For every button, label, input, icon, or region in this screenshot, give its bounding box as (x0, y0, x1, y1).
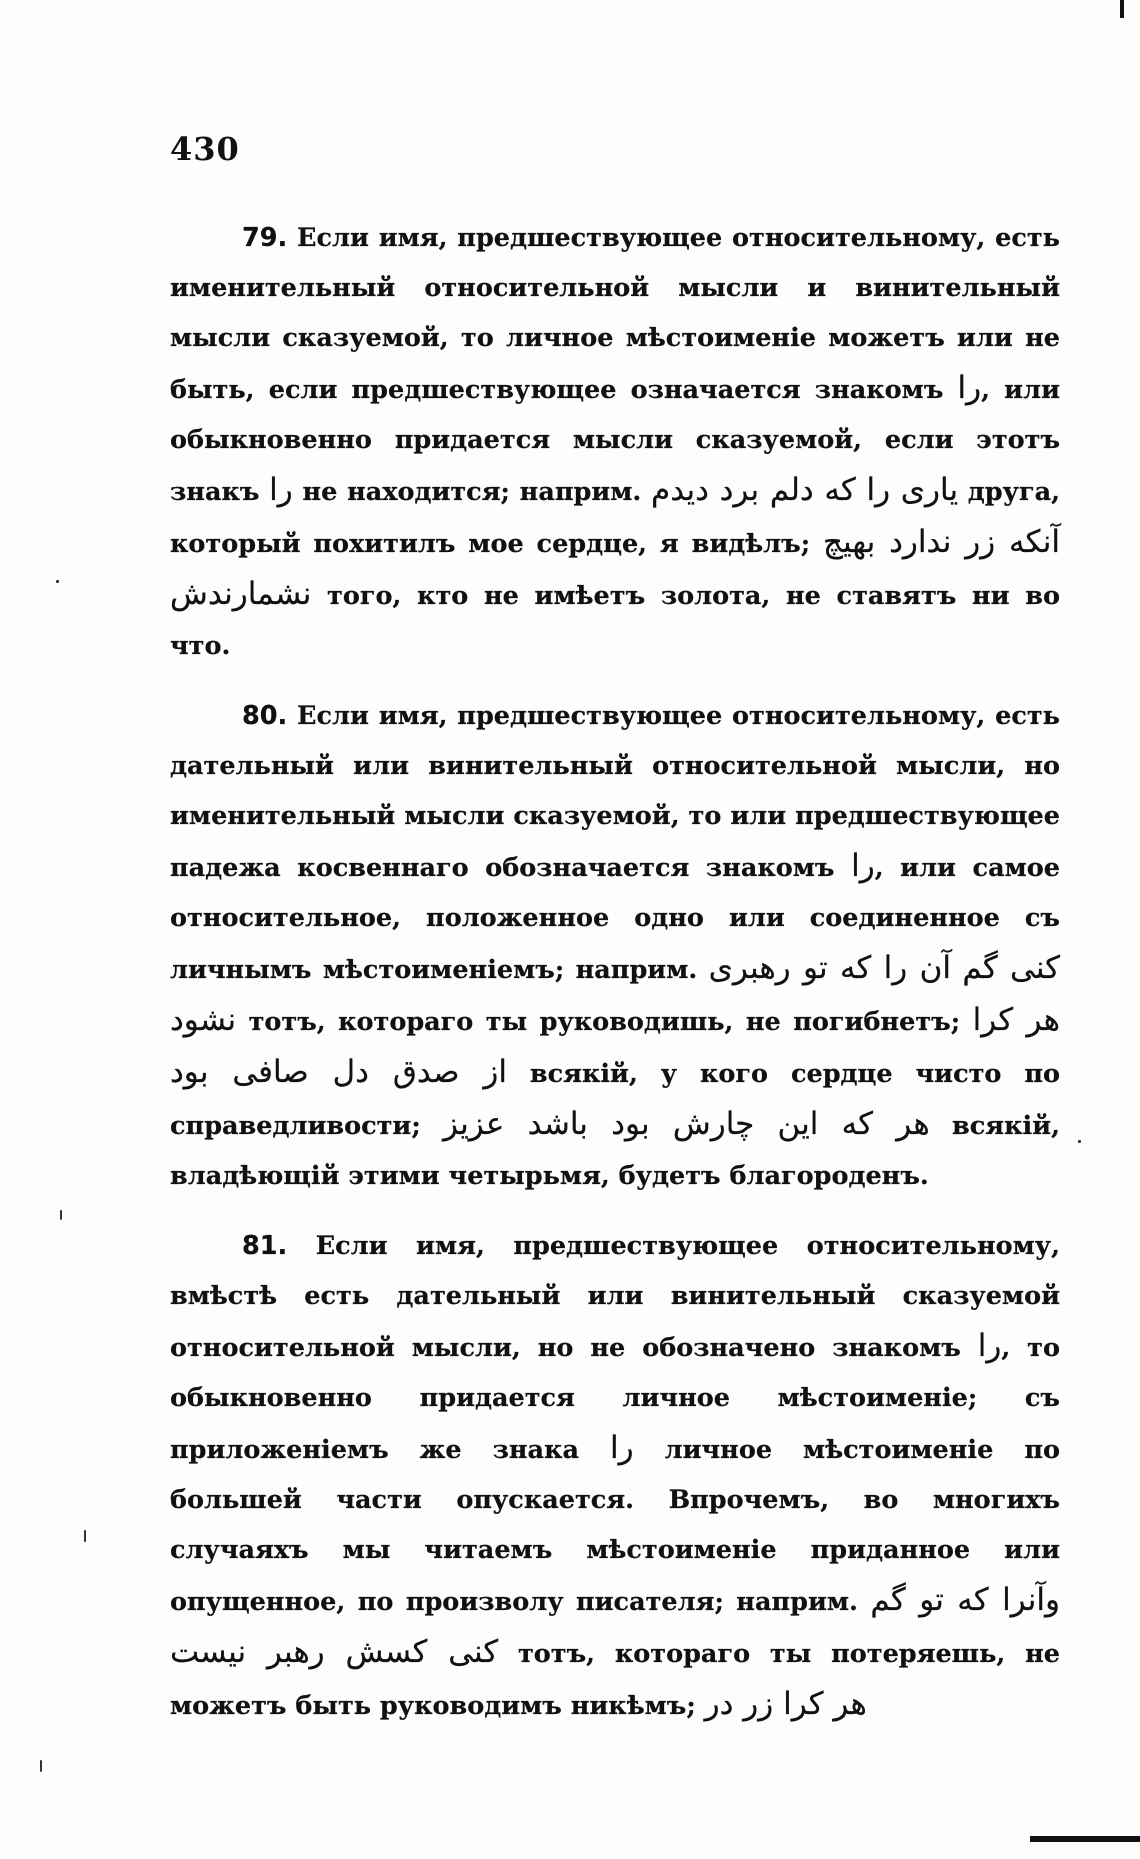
persian-example: را (957, 370, 982, 406)
scan-speck (1078, 1140, 1081, 1143)
section-number: 80. (242, 701, 288, 731)
russian-text: того, кто не имѣетъ золота, не ставятъ ни во что. (170, 581, 1060, 661)
page-number: 430 (170, 130, 240, 168)
russian-text: Если имя, предшествующее относительному, есть именительный относительной мысли и винительный мысли сказуемой, то личное мѣстоименіе можетъ или не быть, если предшествующее означается знакомъ (170, 223, 1060, 405)
russian-text: , или самое относительное, положенное одно или соединенное съ личнымъ мѣстоименіемъ; наприм. (170, 853, 1060, 985)
russian-text: не находится; наприм. (292, 477, 652, 507)
scan-speck (40, 1760, 42, 1772)
persian-example: هر کرا (972, 1002, 1060, 1038)
paragraph-81 (170, 1221, 1060, 1731)
russian-text: личное мѣстоименіе по большей части опускается. Впрочемъ, во многихъ случаяхъ мы читаемъ мѣстоименіе приданное или опущенное, по произволу писателя; наприм. (170, 1435, 1060, 1617)
paragraph-79 (170, 213, 1060, 671)
russian-text: друга, который похитилъ мое сердце, я видѣлъ; (170, 477, 1060, 559)
persian-example: کنی گم نشود (170, 950, 1060, 1038)
persian-example: را (610, 1430, 634, 1466)
russian-text: Если имя, предшествующее относительному, есть дательный или винительный относительной мысли, но именительный мысли сказуемой, то или предшествующее падежа косвеннаго обозначается знакомъ (170, 701, 1060, 883)
russian-text: всякій, владѣющій этими четырьмя, будетъ благороденъ. (170, 1111, 1060, 1191)
persian-example: را (977, 1328, 1002, 1364)
persian-example: را (851, 848, 875, 884)
persian-example: آنکه زر ندارد بهیچ نشمارندش (170, 524, 1060, 612)
russian-text: всякій, у кого сердце чисто по справедливости; (170, 1059, 1060, 1141)
persian-example: از صدق دل صافی بود (170, 1054, 507, 1090)
scan-speck (84, 1530, 86, 1542)
russian-text: , или обыкновенно придается мысли сказуемой, если этотъ знакъ (170, 375, 1060, 507)
scan-edge-mark (1120, 0, 1124, 18)
persian-example: هر که این چارش بود باشد عزیز (443, 1106, 930, 1142)
body-text (170, 213, 1060, 1731)
section-number: 79. (242, 223, 288, 253)
section-number: 81. (242, 1231, 288, 1261)
persian-example: وآنرا که تو گم کنی کسش رهبر نیست (170, 1582, 1060, 1670)
persian-example: یاری را که دلم برد دیدم (651, 472, 959, 508)
persian-example: آن را که تو رهبری (708, 950, 951, 986)
russian-text: тотъ, котораго ты потеряешь, не можетъ быть руководимъ никѣмъ; (170, 1639, 1060, 1721)
russian-text: , то обыкновенно придается личное мѣстоименіе; съ приложеніемъ же знака (170, 1333, 1060, 1465)
russian-text: Если имя, предшествующее относительному, вмѣстѣ есть дательный или винительный сказуемой относительной мысли, но не обозначено знакомъ (170, 1231, 1060, 1363)
paragraph-80 (170, 691, 1060, 1201)
persian-example: را (269, 472, 293, 508)
russian-text: тотъ, котораго ты руководишь, не погибнетъ; (236, 1007, 973, 1037)
scan-edge-bar (1030, 1836, 1140, 1842)
persian-example: هر کرا زر در (704, 1686, 867, 1722)
scan-speck (60, 1210, 62, 1220)
russian-text (951, 955, 962, 985)
scan-speck (56, 580, 59, 583)
